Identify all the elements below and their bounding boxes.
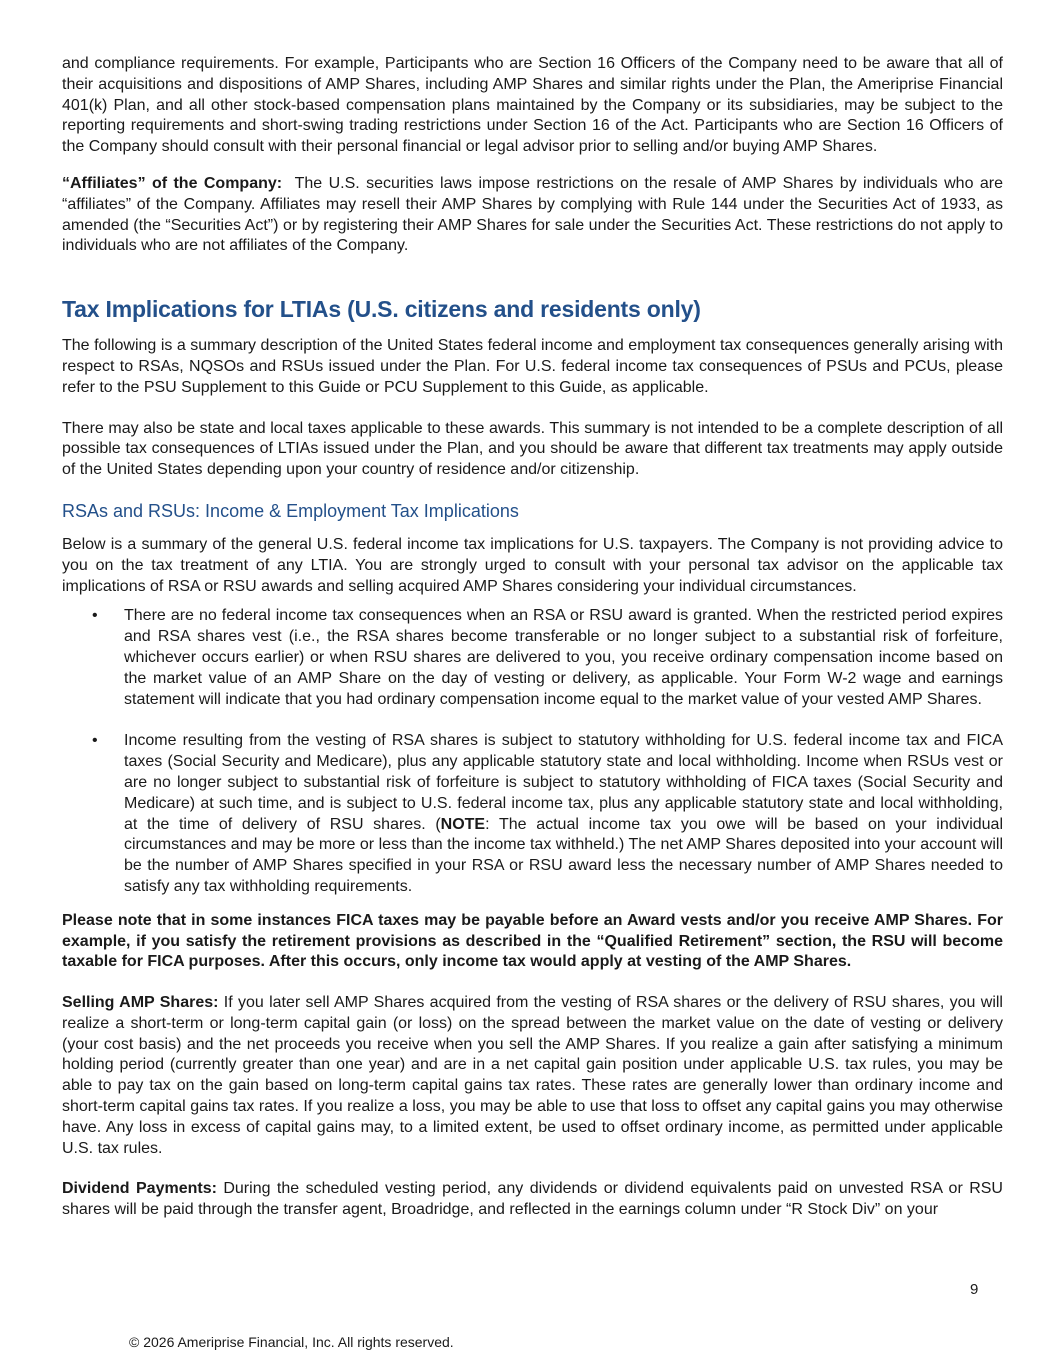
rsa-rsu-subheading: RSAs and RSUs: Income & Employment Tax Implications [62, 500, 519, 521]
bullet-text: There are no federal income tax consequences when an RSA or RSU award is granted. When the restricted period expires and RSA shares vest (i.e., the RSA shares become transferable or no longer subject to a substantial risk of forfeiture, whichever occurs earlier) or when RSU shares are delivered to you, you receive ordinary compensation income based on the market value of an AMP Share on the day of vesting or delivery, as applicable. Your Form W-2 wage and earnings statement will indicate that you had ordinary compensation income equal to the market value of your vested AMP Shares. [124, 607, 1003, 708]
selling-text: If you later sell AMP Shares acquired from the vesting of RSA shares or the delivery of RSU shares, you will realize a short-term or long-term capital gain (or loss) on the spread between the market value on the date of vesting or delivery (your cost basis) and the net proceeds you receive when you sell the AMP Shares. If you realize a gain after satisfying a minimum holding period (currently greater than one year) and are in a net capital gain position under applicable U.S. tax rules, you may be able to pay tax on the gain based on long-term capital gains tax rates. These rates are generally lower than ordinary income and short-term capital gains tax rates. If you realize a loss, you may be able to use that loss to offset any capital gains you may otherwise have. Any loss in excess of capital gains may, to a limited extent, be used to offset ordinary income, as permitted under applicable U.S. tax rules. [62, 994, 1003, 1157]
dividends-label: Dividend Payments: [62, 1180, 217, 1198]
rsa-intro-paragraph: Below is a summary of the general U.S. federal income tax implications for U.S. taxpayers. The Company is not providing advice to you on the tax treatment of any LTIA. You are strongly urged to consult with your personal tax advisor on the applicable tax implications of RSA or RSU awards and selling acquired AMP Shares considering your individual circumstances. [62, 535, 1003, 595]
state-local-taxes-paragraph: There may also be state and local taxes applicable to these awards. This summary is not intended to be a complete description of all possible tax consequences of LTIAs issued under the Plan, and you should be aware that different tax treatments may apply outside of the United States depending upon your country of residence and/or citizenship. [62, 419, 1003, 479]
document-page [62, 54, 1008, 1221]
tax-bullet-list [62, 606, 1003, 897]
affiliates-label: “Affiliates” of the Company: [62, 174, 283, 192]
list-item [62, 606, 1003, 710]
affiliates-text: The U.S. securities laws impose restrictions on the resale of AMP Shares by individuals who are “affiliates” of the Company. Affiliates may resell their AMP Shares by complying with Rule 144 under the Securities Act of 1933, as amended (the “Securities Act”) or by registering their AMP Shares for sale under the Securities Act. These restrictions do not apply to individuals who are not affiliates of the Company. [62, 174, 1008, 255]
affiliates-paragraph [62, 174, 1008, 257]
list-item [62, 731, 1003, 897]
copyright-footer: © 2026 Ameriprise Financial, Inc. All rights reserved. [129, 1334, 454, 1350]
note-label: NOTE [440, 815, 486, 833]
tax-implications-heading: Tax Implications for LTIAs (U.S. citizens and residents only) [62, 296, 701, 323]
bullet-icon: • [92, 607, 98, 625]
fica-note-text: Please note that in some instances FICA taxes may be payable before an Award vests and/or you receive AMP Shares. For example, if you satisfy the retirement provisions as described in the “Qualified Retirement” section, the RSU will become taxable for FICA purposes. After this occurs, only income tax would apply at vesting of the AMP Shares. [62, 911, 1003, 971]
bullet-icon: • [92, 732, 98, 750]
selling-label: Selling AMP Shares: [62, 994, 219, 1012]
bullet-text: : The actual income tax you owe will be based on your individual circumstances and may be more or less than the income tax withheld.) The net AMP Shares deposited into your account will be the number of AMP Shares specified in your RSA or RSU award less the necessary number of AMP Shares needed to satisfy any tax withholding requirements. [124, 815, 1003, 895]
fica-note-paragraph [62, 911, 1003, 973]
bullet-text: Income resulting from the vesting of RSA shares is subject to statutory withholding for U.S. federal income tax and FICA taxes (Social Security and Medicare), plus any applicable statutory state and local withholding. Income when RSUs vest or are no longer subject to substantial risk of forfeiture is subject to statutory withholding of FICA taxes (Social Security and Medicare) at such time, and is subject to U.S. federal income tax, plus any applicable statutory state and local withholding, at the time of delivery of RSU shares. ( [124, 732, 1003, 833]
dividends-text: During the scheduled vesting period, any dividends or dividend equivalents paid on unvested RSA or RSU shares will be paid through the transfer agent, Broadridge, and reflected in the earnings column under “R Stock Div” on your [62, 1180, 1003, 1219]
intro-paragraph: and compliance requirements. For example, Participants who are Section 16 Officers of the Company need to be aware that all of their acquisitions and dispositions of AMP Shares, including AMP Shares and similar rights under the Plan, the Ameriprise Financial 401(k) Plan, and all other stock-based compensation plans maintained by the Company or its subsidiaries, may be subject to the reporting requirements and short-swing trading restrictions under Section 16 of the Act. Participants who are Section 16 Officers of the Company should consult with their personal financial or legal advisor prior to selling and/or buying AMP Shares. [62, 55, 1003, 156]
page-number: 9 [970, 1281, 979, 1298]
selling-paragraph [62, 993, 1003, 1159]
dividends-paragraph [62, 1179, 1003, 1221]
tax-summary-paragraph: The following is a summary description of the United States federal income and employment tax consequences generally arising with respect to RSAs, NQSOs and RSUs issued under the Plan. For U.S. federal income tax consequences of PSUs and PCUs, please refer to the PSU Supplement to this Guide or PCU Supplement to this Guide, as applicable. [62, 337, 1003, 396]
